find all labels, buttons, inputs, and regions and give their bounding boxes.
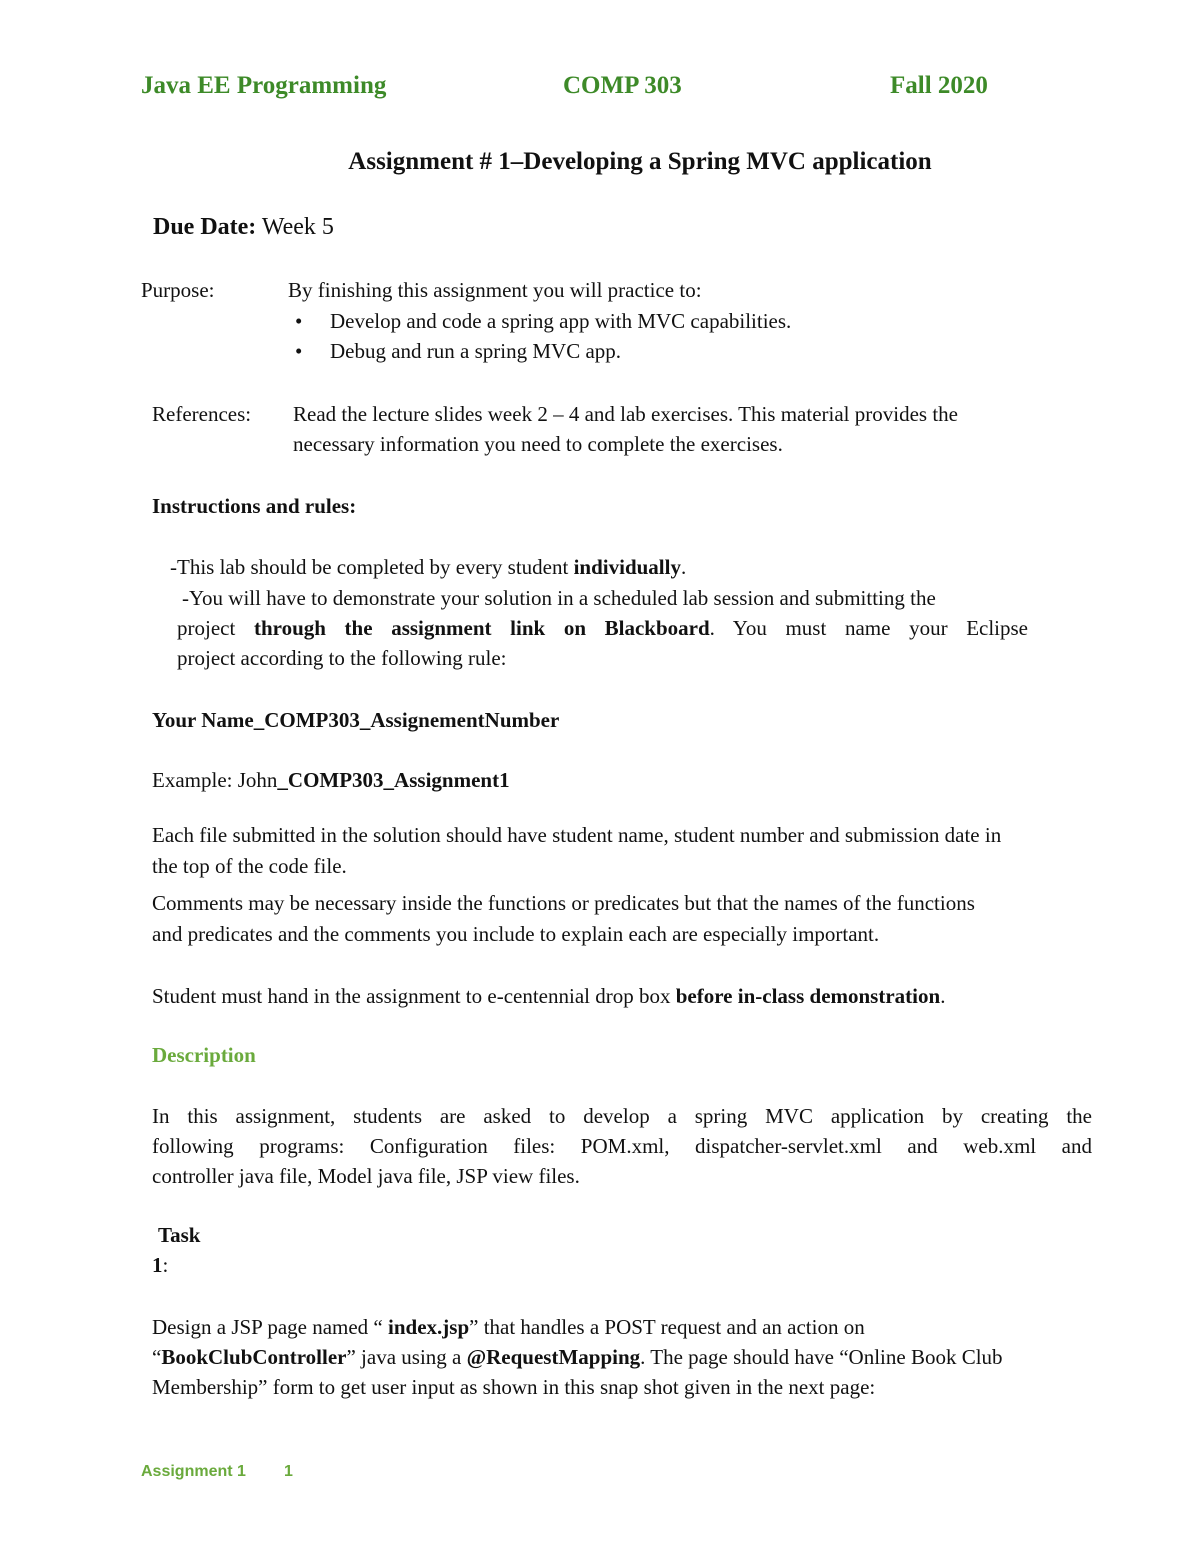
task-line: “BookClubController” java using a @RequestMapping. The page should have “Online Book Club bbox=[152, 1345, 1003, 1369]
bullet-icon: • bbox=[295, 309, 303, 333]
task-line: Membership” form to get user input as shown in this snap shot given in the next page: bbox=[152, 1375, 876, 1399]
naming-example: Example: John_COMP303_Assignment1 bbox=[152, 768, 510, 792]
header-term: Fall 2020 bbox=[890, 72, 988, 99]
note-comments: and predicates and the comments you include to explain each are especially important. bbox=[152, 922, 880, 946]
task-label: Task bbox=[158, 1223, 201, 1247]
description-line: controller java file, Model java file, JSP view files. bbox=[152, 1164, 580, 1188]
note-file-header: the top of the code file. bbox=[152, 854, 347, 878]
task-line: Design a JSP page named “ index.jsp” that handles a POST request and an action on bbox=[152, 1315, 865, 1339]
description-line: following programs: Configuration files: POM.xml, dispatcher-servlet.xml and web.xml and bbox=[152, 1134, 1092, 1158]
description-heading: Description bbox=[152, 1043, 256, 1067]
note-comments: Comments may be necessary inside the functions or predicates but that the names of the functions bbox=[152, 891, 975, 915]
footer-label: Assignment 1 bbox=[141, 1463, 246, 1480]
rule-naming-intro: project according to the following rule: bbox=[177, 646, 507, 670]
due-date-value: Week 5 bbox=[256, 214, 334, 240]
header-course: Java EE Programming bbox=[141, 72, 387, 99]
rule-individual: -This lab should be completed by every student individually. bbox=[170, 555, 687, 579]
references-label: References: bbox=[152, 402, 252, 426]
instructions-heading: Instructions and rules: bbox=[152, 494, 357, 518]
references-line: Read the lecture slides week 2 – 4 and lab exercises. This material provides the bbox=[293, 402, 958, 426]
page-number: 1 bbox=[284, 1463, 293, 1480]
purpose-bullet: • Debug and run a spring MVC app. bbox=[295, 336, 621, 366]
note-hand-in: Student must hand in the assignment to e-centennial drop box before in-class demonstration. bbox=[152, 984, 946, 1008]
due-date bbox=[153, 214, 334, 241]
purpose-intro: By finishing this assignment you will practice to: bbox=[288, 278, 702, 302]
description-line: In this assignment, students are asked to develop a spring MVC application by creating the bbox=[152, 1104, 1092, 1128]
note-file-header: Each file submitted in the solution should have student name, student number and submission date in bbox=[152, 823, 1002, 847]
bullet-icon: • bbox=[295, 339, 303, 363]
rule-submission: project through the assignment link on Blackboard. You must name your Eclipse bbox=[177, 616, 1029, 640]
due-date-label: Due Date: bbox=[153, 214, 257, 240]
references-line: necessary information you need to complete the exercises. bbox=[293, 432, 783, 456]
document-title: Assignment # 1–Developing a Spring MVC application bbox=[348, 148, 932, 175]
task-number: 1: bbox=[152, 1253, 169, 1277]
naming-rule: Your Name_COMP303_AssignementNumber bbox=[152, 708, 560, 732]
header-course-code: COMP 303 bbox=[563, 72, 682, 99]
purpose-bullet: • Develop and code a spring app with MVC capabilities. bbox=[295, 306, 791, 336]
purpose-label: Purpose: bbox=[141, 278, 215, 302]
rule-demonstrate: -You will have to demonstrate your solution in a scheduled lab session and submitting the bbox=[182, 586, 936, 610]
